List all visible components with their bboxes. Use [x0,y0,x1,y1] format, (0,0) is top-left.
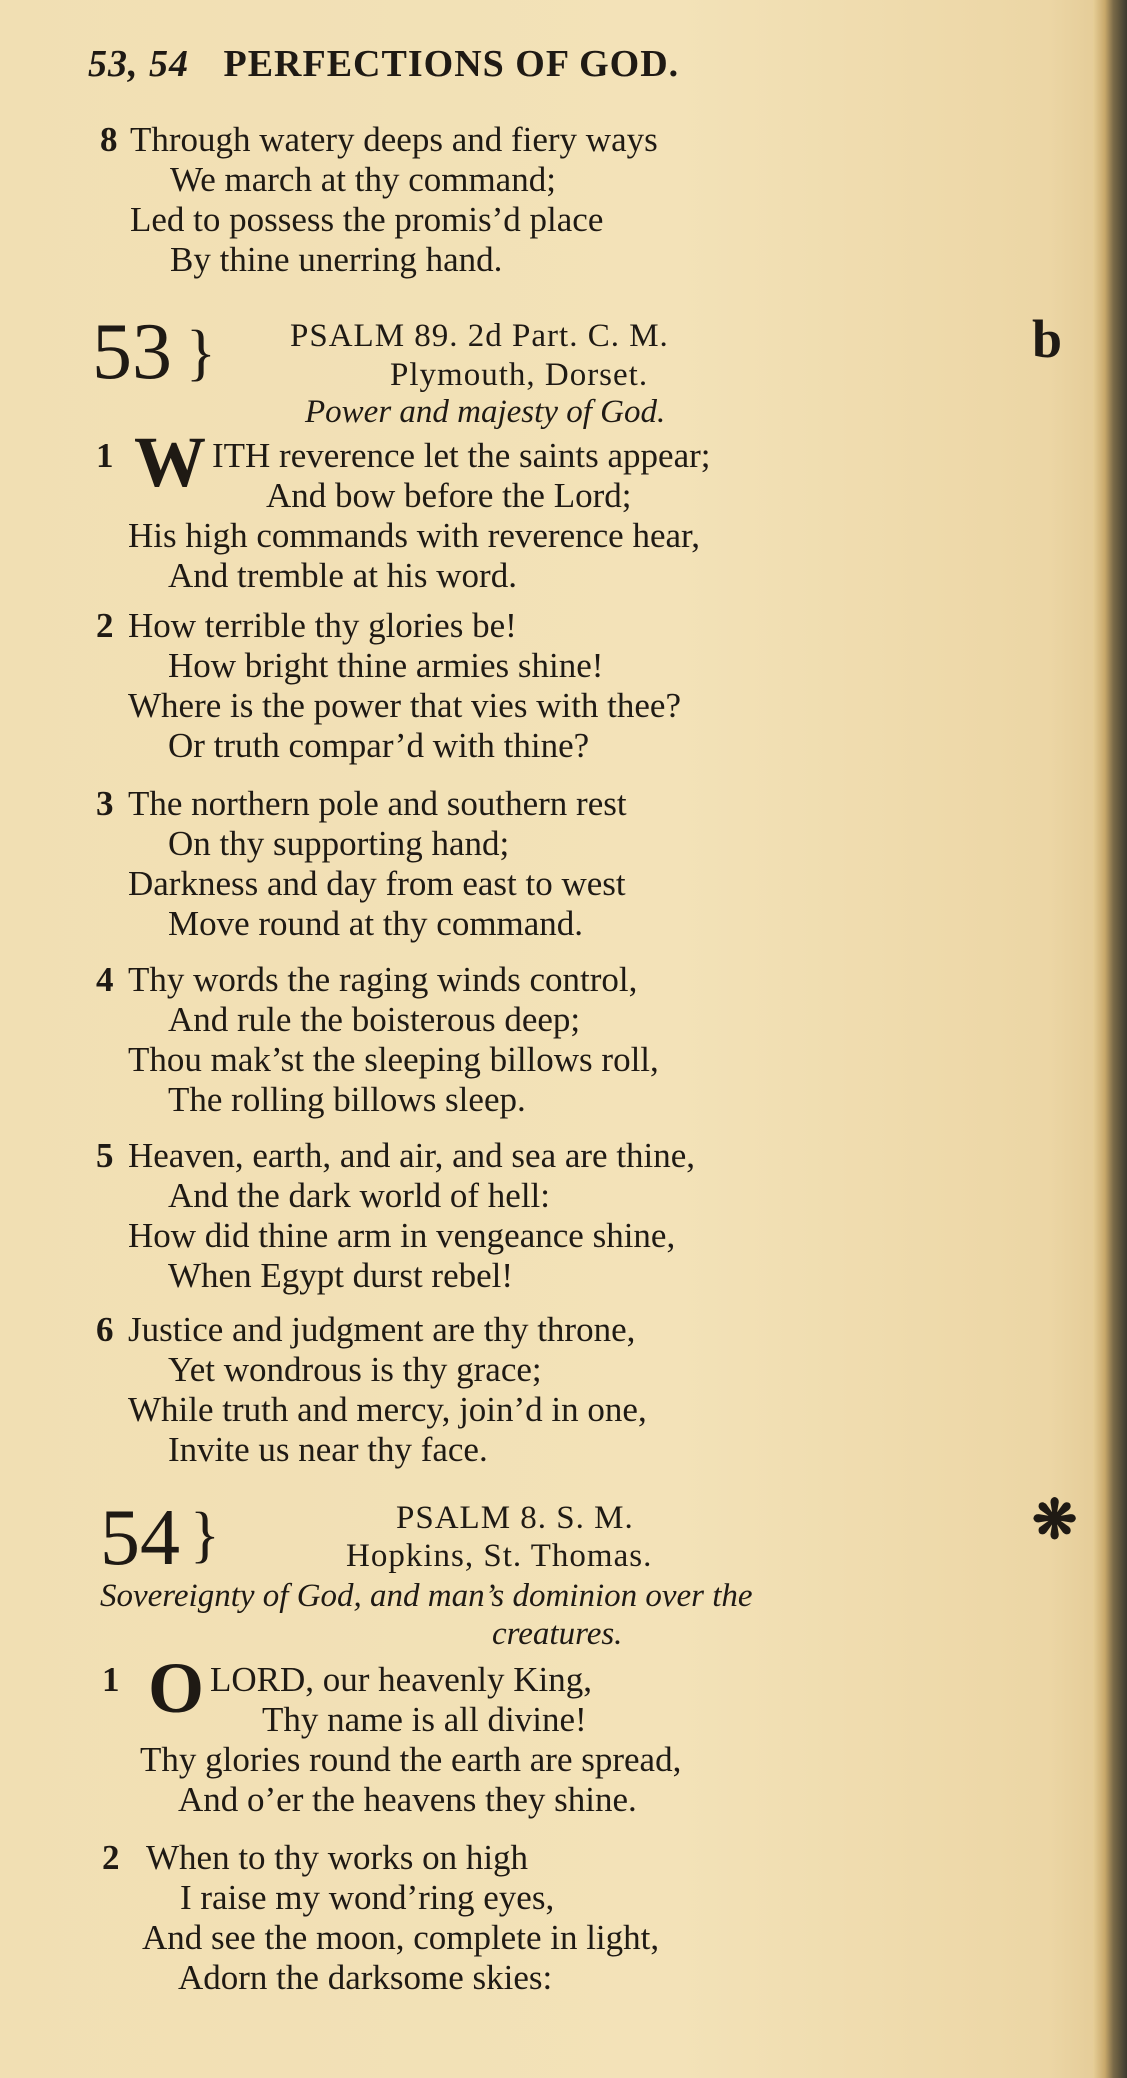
tune-names: Hopkins, St. Thomas. [346,1538,653,1574]
verse-line: Thy words the raging winds control, [128,960,638,999]
verse-line: How terrible thy glories be! [128,606,517,645]
verse-line: Or truth compar’d with thine? [168,726,590,765]
verse-line: Thou mak’st the sleeping billows roll, [128,1040,659,1079]
verse-line: The northern pole and southern rest [128,784,627,823]
psalm-heading: PSALM 89. 2d Part. C. M. [290,318,669,354]
running-header [88,42,679,86]
stanza-number: 1 [102,1660,120,1699]
hymn-number: 53 [92,308,172,396]
verse-line: And bow before the Lord; [266,476,632,515]
verse-line: While truth and mercy, join’d in one, [128,1390,647,1429]
verse-line: And the dark world of hell: [168,1176,550,1215]
stanza-number: 2 [102,1838,120,1877]
verse-line: Through watery deeps and fiery ways [130,120,658,159]
stanza-number: 4 [96,960,114,999]
verse-line: And see the moon, complete in light, [142,1918,660,1957]
stanza-number: 8 [100,120,118,159]
verse-line: Where is the power that vies with thee? [128,686,681,725]
verse-line: When to thy works on high [146,1838,529,1877]
drop-cap: W [134,422,206,502]
verse-line: And tremble at his word. [168,556,517,595]
verse-line: Yet wondrous is thy grace; [168,1350,542,1389]
verse-line: Heaven, earth, and air, and sea are thine, [128,1136,696,1175]
verse-line: How did thine arm in vengeance shine, [128,1216,676,1255]
key-mark: ❋ [1032,1490,1078,1550]
psalm-heading: PSALM 8. S. M. [396,1500,634,1536]
stanza-number: 6 [96,1310,114,1349]
verse-line: Thy name is all divine! [262,1700,587,1739]
page-title: PERFECTIONS OF GOD. [223,43,680,85]
brace: } [190,1501,220,1569]
verse-line: Adorn the darksome skies: [178,1958,553,1997]
verse-line: Thy glories round the earth are spread, [140,1740,682,1779]
verse-line: Justice and judgment are thy throne, [128,1310,636,1349]
hymn-subject: Sovereignty of God, and man’s dominion over the [100,1578,753,1614]
stanza-number: 1 [96,436,114,475]
hymn-number: 54 [100,1494,180,1582]
verse-line: By thine unerring hand. [170,240,503,279]
brace: } [186,319,216,387]
stanza-number: 5 [96,1136,114,1175]
verse-line: When Egypt durst rebel! [168,1256,514,1295]
drop-cap: O [148,1648,205,1728]
stanza-number: 2 [96,606,114,645]
verse-line: His high commands with reverence hear, [128,516,701,555]
hymn-subject: Power and majesty of God. [305,394,666,430]
hymn-subject: creatures. [492,1616,623,1652]
verse-line: ITH reverence let the saints appear; [212,436,711,475]
verse-line: And rule the boisterous deep; [168,1000,581,1039]
page-edge [1093,0,1127,2078]
verse-line: And o’er the heavens they shine. [178,1780,637,1819]
verse-line: LORD, our heavenly King, [210,1660,593,1699]
verse-line: On thy supporting hand; [168,824,510,863]
verse-line: We march at thy command; [170,160,556,199]
verse-line: The rolling billows sleep. [168,1080,526,1119]
stanza-number: 3 [96,784,114,823]
verse-line: I raise my wond’ring eyes, [180,1878,555,1917]
verse-line: How bright thine armies shine! [168,646,604,685]
verse-line: Invite us near thy face. [168,1430,488,1469]
verse-line: Darkness and day from east to west [128,864,626,903]
page-numbers: 53, 54 [88,43,189,85]
tune-names: Plymouth, Dorset. [390,357,649,393]
key-mark: b [1032,309,1063,369]
verse-line: Move round at thy command. [168,904,584,943]
verse-line: Led to possess the promis’d place [130,200,604,239]
